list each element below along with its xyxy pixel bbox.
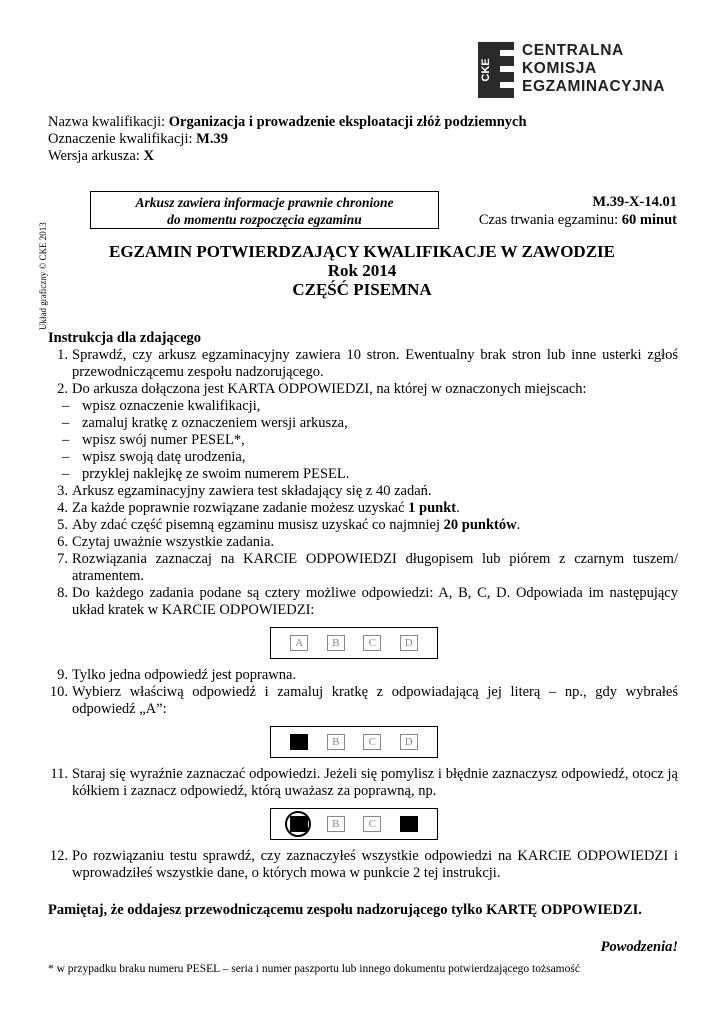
instruction-12: 12. Po rozwiązaniu testu sprawdź, czy zaznaczyłeś wszystkie odpowiedzi na KARCIE ODPOWIEDZI i wprowadziłeś wszystkie dane, o których mowa w punkcie 2 tej instrukcji. [49, 848, 678, 881]
instruction-2-sub: – wpisz oznaczenie kwalifikacji, [62, 398, 261, 414]
good-luck: Powodzenia! [600, 939, 678, 955]
instruction-text: Staraj się wyraźnie zaznaczać odpowiedzi. Jeżeli się pomylisz i błędnie zaznaczysz odpowiedź, otocz ją kółkiem i zaznacz odpowiedź, którą uważasz za poprawną, np. [72, 766, 678, 799]
qualification-code-row [48, 131, 527, 148]
sheet-code: M.39-X-14.01 [592, 194, 677, 210]
answer-box-a-circled [290, 816, 308, 832]
answer-box-a: A [290, 635, 308, 651]
qualification-code: M.39 [196, 131, 228, 147]
instruction-6: 6. Czytaj uważnie wszystkie zadania. [57, 534, 275, 550]
instruction-4: 4. Za każde poprawnie rozwiązane zadanie możesz uzyskać 1 punkt. [57, 500, 460, 516]
notice-line-2: do momentu rozpoczęcia egzaminu [167, 212, 362, 227]
instruction-2: 2. Do arkusza dołączona jest KARTA ODPOWIEDZI, na której w oznaczonych miejscach: [57, 381, 587, 397]
instruction-text: . [456, 500, 460, 516]
qualification-name-label: Nazwa kwalifikacji: [48, 114, 166, 130]
instruction-text: Za każde poprawnie rozwiązane zadanie możesz uzyskać [72, 500, 409, 516]
answer-boxes-example-a-marked [270, 726, 438, 758]
title-line-3: CZĘŚĆ PISEMNA [292, 280, 432, 299]
sheet-code-block [479, 193, 677, 229]
instruction-7: 7. Rozwiązania zaznaczaj na KARCIE ODPOWIEDZI długopisem lub piórem z czarnym tuszem/ atramentem. [57, 551, 678, 584]
instruction-5: 5. Aby zdać część pisemną egzaminu musisz uzyskać co najmniej 20 punktów. [57, 517, 521, 533]
answer-box-c: C [363, 816, 381, 832]
duration-label: Czas trwania egzaminu: [478, 212, 619, 228]
logo-line-1: CENTRALNA [522, 42, 624, 59]
version-value: X [143, 148, 154, 164]
instruction-bold: 20 punktów [443, 517, 517, 533]
logo-mark-text: CKE [480, 58, 492, 82]
instructions [48, 330, 678, 956]
instruction-text: Czytaj uważnie wszystkie zadania. [72, 534, 275, 550]
answer-box-b: B [327, 816, 345, 832]
instruction-text: Sprawdź, czy arkusz egzaminacyjny zawiera 10 stron. Ewentualny brak stron lub inne usterki zgłoś przewodniczącemu zespołu nadzorującego. [72, 347, 678, 380]
cke-logo [478, 42, 688, 102]
answer-boxes-example-corrected [270, 808, 438, 840]
sub-text: przyklej naklejkę ze swoim numerem PESEL. [82, 466, 350, 482]
title-line-1: EGZAMIN POTWIERDZAJĄCY KWALIFIKACJE W ZAWODZIE [109, 242, 615, 261]
answer-box-c: C [363, 635, 381, 651]
sub-text: wpisz swój numer PESEL*, [82, 432, 245, 448]
instruction-8: 8. Do każdego zadania podane są cztery możliwe odpowiedzi: A, B, C, D. Odpowiada im następujący układ kratek w KARCIE ODPOWIEDZI: [57, 585, 678, 618]
instruction-text: Do arkusza dołączona jest KARTA ODPOWIEDZI, na której w oznaczonych miejscach: [72, 381, 587, 397]
version-row [48, 148, 527, 165]
answer-box-b: B [327, 635, 345, 651]
title-line-2: Rok 2014 [327, 261, 397, 280]
qualification-name-row [48, 114, 527, 131]
layout-copyright-text: Układ graficzny © CKE 2013 [38, 222, 48, 330]
logo-wordmark [522, 42, 665, 96]
instruction-text: Wybierz właściwą odpowiedź i zamaluj kratkę z odpowiadającą jej literą – np., gdy wybrałeś odpowiedź „A”: [72, 684, 678, 717]
instruction-11: 11. Staraj się wyraźnie zaznaczać odpowiedzi. Jeżeli się pomylisz i błędnie zaznaczysz odpowiedź, otocz ją kółkiem i zaznacz odpowiedź, którą uważasz za poprawną, np. [50, 766, 678, 799]
instruction-3: 3. Arkusz egzaminacyjny zawiera test składający się z 40 zadań. [57, 483, 432, 499]
logo-line-2: KOMISJA [522, 60, 597, 77]
logo-line-3: EGZAMINACYJNA [522, 78, 666, 95]
notice-line-1: Arkusz zawiera informacje prawnie chronione [135, 195, 394, 210]
answer-box-b: B [327, 734, 345, 750]
instruction-2-sub: – wpisz swoją datę urodzenia, [62, 449, 246, 465]
instruction-10: 10. Wybierz właściwą odpowiedź i zamaluj kratkę z odpowiadającą jej literą – np., gdy wybrałeś odpowiedź „A”: [49, 684, 678, 717]
instruction-9: 9. Tylko jedna odpowiedź jest poprawna. [57, 667, 297, 683]
instruction-text: Tylko jedna odpowiedź jest poprawna. [72, 667, 297, 683]
qualification-name: Organizacja i prowadzenie eksploatacji złóż podziemnych [168, 114, 527, 130]
instruction-1: 1. Sprawdź, czy arkusz egzaminacyjny zawiera 10 stron. Ewentualny brak stron lub inne usterki zgłoś przewodniczącemu zespołu nadzorującego. [57, 347, 678, 380]
answer-box-d-filled [400, 816, 418, 832]
answer-box-d: D [400, 635, 418, 651]
sub-text: zamaluj kratkę z oznaczeniem wersji arkusza, [82, 415, 348, 431]
sub-text: wpisz oznaczenie kwalifikacji, [82, 398, 261, 414]
instruction-text: . [516, 517, 521, 533]
answer-box-d: D [400, 734, 418, 750]
instructions-heading: Instrukcja dla zdającego [48, 330, 202, 346]
instruction-2-sub: – zamaluj kratkę z oznaczeniem wersji arkusza, [62, 415, 348, 431]
duration-value: 60 minut [621, 212, 677, 228]
remember-note: Pamiętaj, że oddajesz przewodniczącemu zespołu nadzorującego tylko KARTĘ ODPOWIEDZI. [48, 902, 642, 918]
instruction-2-sub: – wpisz swój numer PESEL*, [62, 432, 245, 448]
instruction-text: Po rozwiązaniu testu sprawdź, czy zaznaczyłeś wszystkie odpowiedzi na KARCIE ODPOWIEDZI i wprowadziłeś wszystkie dane, o których mowa w punkcie 2 tej instrukcji. [72, 848, 678, 881]
exam-title [0, 242, 724, 299]
instruction-2-sub: – przyklej naklejkę ze swoim numerem PESEL. [62, 466, 350, 482]
footnote: * w przypadku braku numeru PESEL – seria i numer paszportu lub innego dokumentu potwierdzającego tożsamość [48, 963, 580, 975]
confidential-notice [90, 191, 439, 229]
answer-box-a-filled [290, 734, 308, 750]
instruction-text: Aby zdać część pisemną egzaminu musisz uzyskać co najmniej [72, 517, 444, 533]
cke-logo-mark-icon [478, 42, 514, 98]
answer-box-c: C [363, 734, 381, 750]
instruction-text: Rozwiązania zaznaczaj na KARCIE ODPOWIEDZI długopisem lub piórem z czarnym tuszem/ atramentem. [72, 551, 678, 584]
instruction-text: Do każdego zadania podane są cztery możliwe odpowiedzi: A, B, C, D. Odpowiada im następujący układ kratek w KARCIE ODPOWIEDZI: [72, 585, 678, 618]
correction-circle-icon [285, 811, 311, 837]
qualification-meta [48, 114, 527, 165]
instruction-text: Arkusz egzaminacyjny zawiera test składający się z 40 zadań. [72, 483, 432, 499]
sub-text: wpisz swoją datę urodzenia, [82, 449, 246, 465]
qualification-code-label: Oznaczenie kwalifikacji: [48, 131, 193, 147]
version-label: Wersja arkusza: [48, 148, 140, 164]
instruction-bold: 1 punkt [408, 500, 457, 516]
answer-boxes-example-empty [270, 627, 438, 659]
duration-row [479, 211, 677, 229]
